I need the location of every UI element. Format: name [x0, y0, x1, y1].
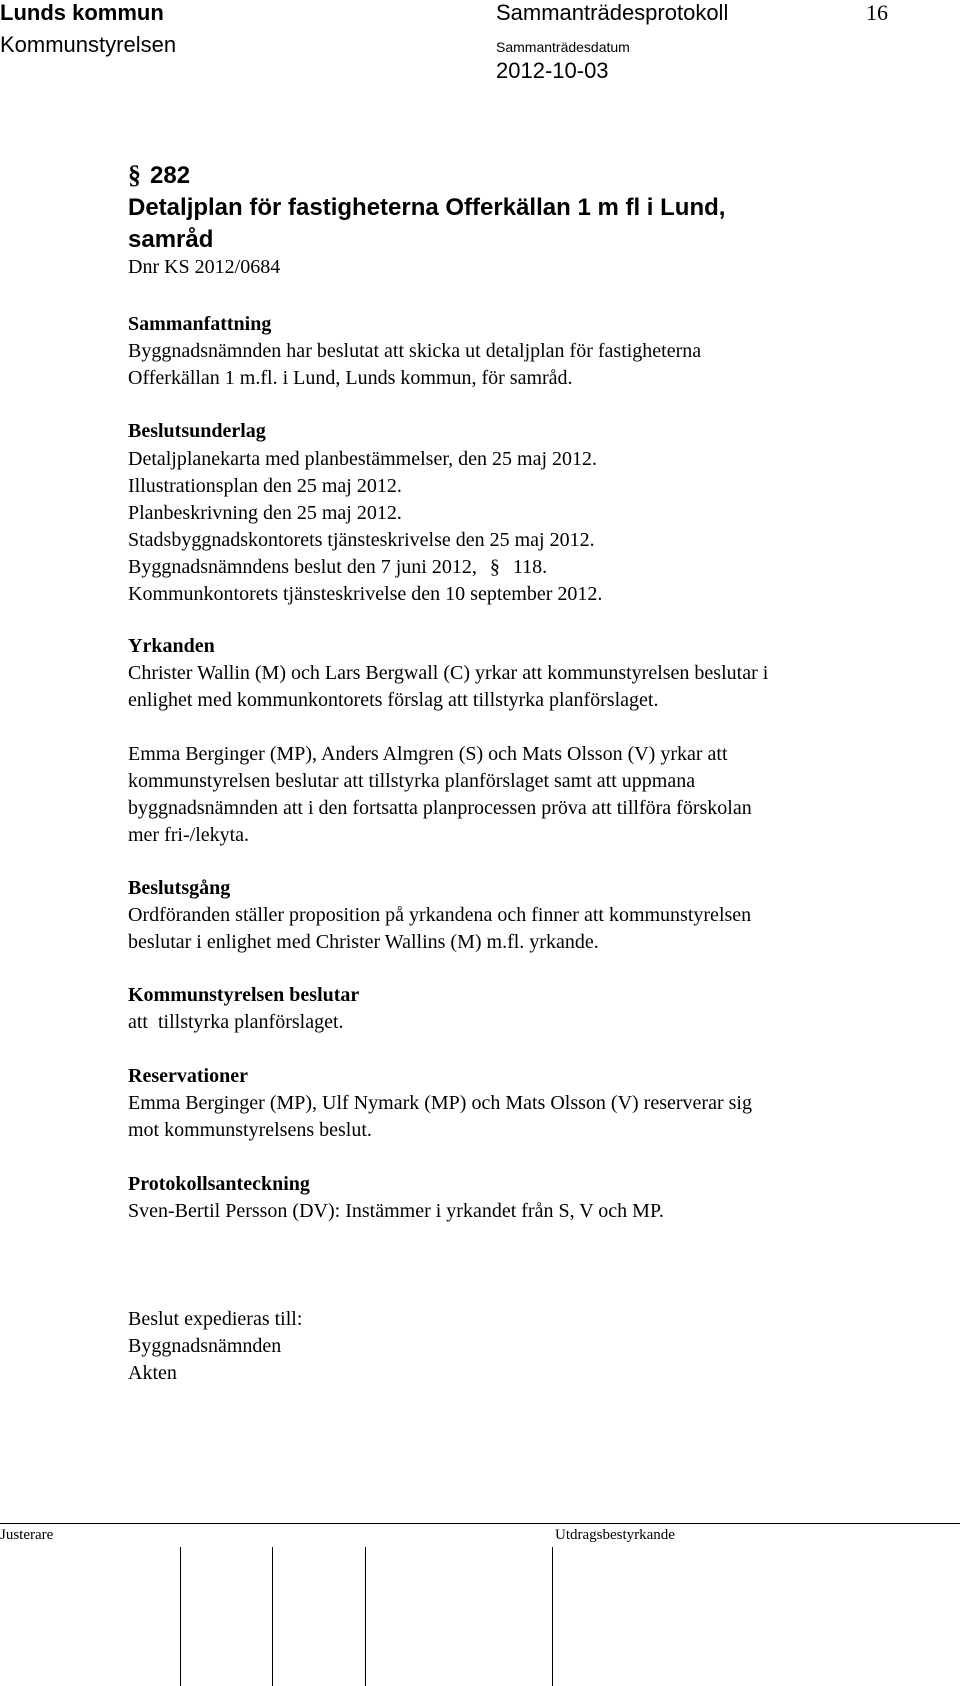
motion-line: Emma Berginger (MP), Anders Almgren (S) och Mats Olsson (V) yrkar att [128, 743, 728, 765]
basis-item: Stadsbyggnadskontorets tjänsteskrivelse den 25 maj 2012. [128, 529, 595, 551]
reservations-heading: Reservationer [128, 1065, 248, 1087]
case-number: 282 [150, 162, 191, 189]
motion-line: enlighet med kommunkontorets förslag att tillstyrka planförslaget. [128, 689, 659, 711]
extract-certification-label: Utdragsbestyrkande [555, 1527, 675, 1543]
motion-line: kommunstyrelsen beslutar att tillstyrka planförslaget samt att uppmana [128, 770, 696, 792]
page-number: 16 [866, 0, 888, 25]
summary-heading: Sammanfattning [128, 313, 272, 335]
decision-line: att tillstyrka planförslaget. [128, 1011, 344, 1033]
adjuster-label: Justerare [0, 1527, 54, 1543]
meeting-date-label: Sammanträdesdatum [496, 39, 630, 55]
case-title-line-1: Detaljplan för fastigheterna Offerkällan 1 m fl i Lund, [128, 194, 726, 221]
reservation-line: mot kommunstyrelsens beslut. [128, 1119, 372, 1141]
summary-line: Byggnadsnämnden har beslutat att skicka ut detaljplan för fastigheterna [128, 340, 702, 362]
motion-line: byggnadsnämnden att i den fortsatta planprocessen pröva att tillföra förskolan [128, 797, 752, 819]
summary-line: Offerkällan 1 m.fl. i Lund, Lunds kommun, för samråd. [128, 367, 573, 389]
document-type: Sammanträdesprotokoll [496, 0, 729, 25]
dispatch-label: Beslut expedieras till: [128, 1308, 303, 1330]
protocol-note-line: Sven-Bertil Persson (DV): Instämmer i yrkandet från S, V och MP. [128, 1200, 664, 1222]
signature-box-divider [180, 1547, 181, 1686]
case-dnr: Dnr KS 2012/0684 [128, 256, 281, 278]
reservation-line: Emma Berginger (MP), Ulf Nymark (MP) och Mats Olsson (V) reserverar sig [128, 1092, 752, 1114]
dispatch-recipient: Akten [128, 1362, 177, 1384]
basis-item: Kommunkontorets tjänsteskrivelse den 10 september 2012. [128, 583, 603, 605]
basis-item: Illustrationsplan den 25 maj 2012. [128, 475, 402, 497]
basis-heading: Beslutsunderlag [128, 420, 266, 442]
dispatch-recipient: Byggnadsnämnden [128, 1335, 282, 1357]
motion-line: mer fri-/lekyta. [128, 824, 250, 846]
decision-heading: Kommunstyrelsen beslutar [128, 984, 360, 1006]
motions-heading: Yrkanden [128, 635, 215, 657]
procedure-heading: Beslutsgång [128, 877, 231, 899]
basis-item: Detaljplanekarta med planbestämmelser, den 25 maj 2012. [128, 448, 598, 470]
signature-box-divider [365, 1547, 366, 1686]
section-sign: § [489, 556, 500, 578]
basis-item-decision [128, 556, 547, 579]
signature-box-divider [552, 1547, 553, 1686]
committee-name: Kommunstyrelsen [0, 32, 177, 57]
signature-box-divider [272, 1547, 273, 1686]
meeting-date: 2012-10-03 [496, 58, 609, 83]
motion-line: Christer Wallin (M) och Lars Bergwall (C) yrkar att kommunstyrelsen beslutar i [128, 662, 769, 684]
case-title-line-2: samråd [128, 226, 214, 253]
procedure-line: Ordföranden ställer proposition på yrkandena och finner att kommunstyrelsen [128, 904, 752, 926]
basis-item: Planbeskrivning den 25 maj 2012. [128, 502, 402, 524]
section-sign: § [128, 160, 141, 189]
footer-divider [0, 1523, 960, 1524]
basis-item-text: Byggnadsnämndens beslut den 7 juni 2012, [128, 556, 477, 578]
procedure-line: beslutar i enlighet med Christer Wallins (M) m.fl. yrkande. [128, 931, 599, 953]
protocol-note-heading: Protokollsanteckning [128, 1173, 310, 1195]
decision-ref-number: 118. [512, 556, 548, 578]
organization-name: Lunds kommun [0, 0, 164, 25]
